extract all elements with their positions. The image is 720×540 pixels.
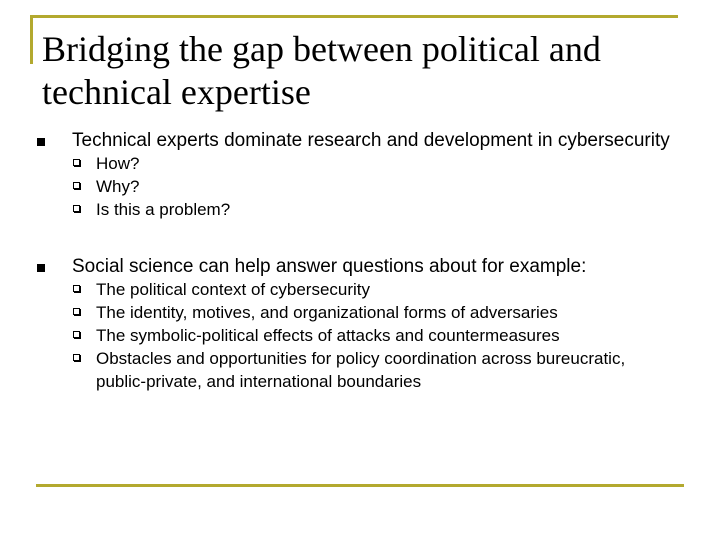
hollow-square-bullet-icon <box>73 285 80 292</box>
sub-bullet-item <box>72 175 676 198</box>
hollow-square-bullet-icon <box>73 331 80 338</box>
sub-bullet-text: The identity, motives, and organizational forms of adversaries <box>96 303 558 322</box>
sub-bullet-item <box>72 198 676 221</box>
filled-square-bullet-icon <box>37 138 45 146</box>
sub-bullet-item <box>72 301 676 324</box>
bullet-text: Social science can help answer questions about for example: <box>72 256 587 277</box>
sub-bullet-list <box>72 152 676 221</box>
top-accent-rule <box>30 15 678 18</box>
sub-bullet-text: How? <box>96 154 140 173</box>
sub-bullet-item <box>72 152 676 175</box>
slide-title-line: Bridging the gap between political and <box>42 29 601 69</box>
sub-bullet-text: Obstacles and opportunities for policy coordination across bureucratic, public-private, and international boundaries <box>96 349 626 391</box>
sub-bullet-text: The political context of cybersecurity <box>96 280 371 299</box>
slide-title-line: technical expertise <box>42 72 311 112</box>
hollow-square-bullet-icon <box>73 308 80 315</box>
bullet-item <box>36 129 676 221</box>
hollow-square-bullet-icon <box>73 182 80 189</box>
slide-title <box>42 28 682 114</box>
sub-bullet-item <box>72 324 676 347</box>
bottom-accent-rule <box>36 484 684 487</box>
bullet-list <box>36 129 676 393</box>
hollow-square-bullet-icon <box>73 354 80 361</box>
left-accent-rule <box>30 15 33 64</box>
filled-square-bullet-icon <box>37 264 45 272</box>
bullet-item <box>36 255 676 393</box>
sub-bullet-list <box>72 278 676 393</box>
sub-bullet-item <box>72 278 676 301</box>
bullet-text: Technical experts dominate research and development in cybersecurity <box>72 130 670 151</box>
sub-bullet-text: Is this a problem? <box>96 200 231 219</box>
sub-bullet-item <box>72 347 676 393</box>
hollow-square-bullet-icon <box>73 205 80 212</box>
sub-bullet-text: Why? <box>96 177 140 196</box>
hollow-square-bullet-icon <box>73 159 80 166</box>
sub-bullet-text: The symbolic-political effects of attacks and countermeasures <box>96 326 560 345</box>
